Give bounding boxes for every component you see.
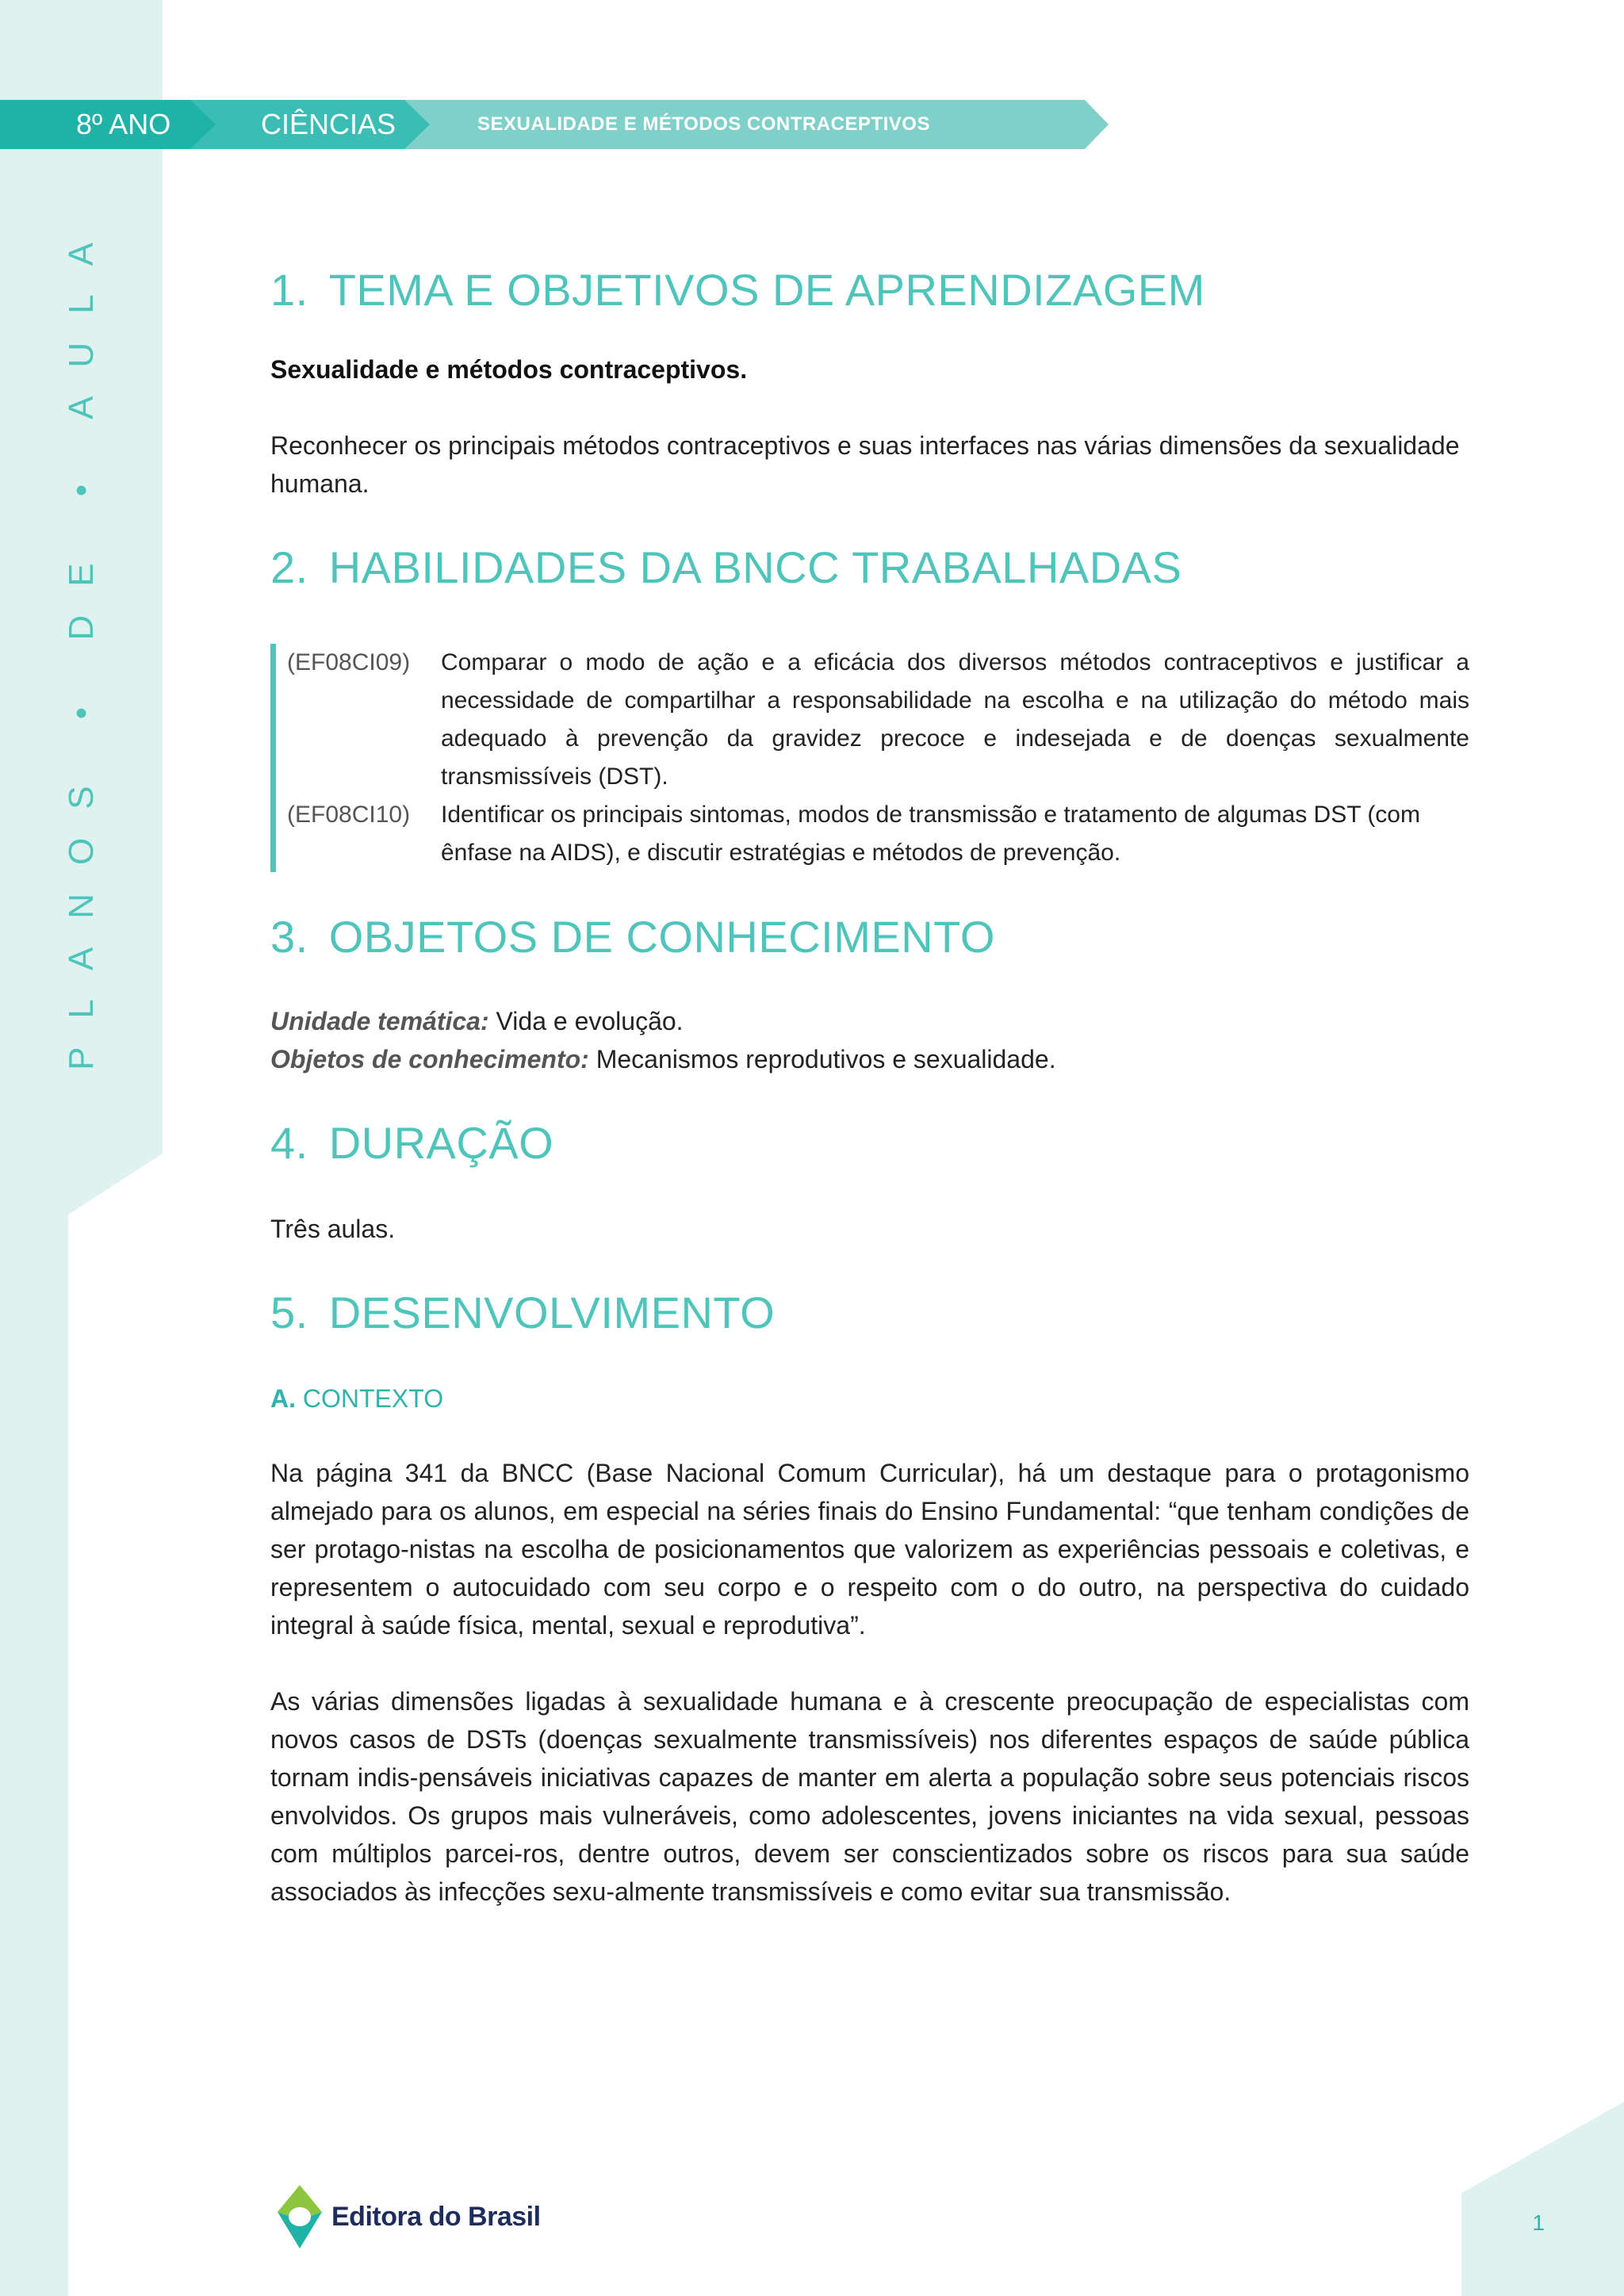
duration-text: Três aulas. bbox=[270, 1215, 396, 1243]
thematic-unit-label: Unidade temática: bbox=[270, 1007, 489, 1035]
section-number: 5. bbox=[270, 1288, 308, 1337]
thematic-unit-value: Vida e evolução. bbox=[496, 1007, 684, 1035]
planos-de-aula-vertical-label: PLANOS • DE • AULA bbox=[61, 214, 101, 1070]
skill-row bbox=[287, 644, 1469, 796]
section-title-text: TEMA E OBJETIVOS DE APRENDIZAGEM bbox=[328, 265, 1205, 315]
subsection-context-title bbox=[270, 1380, 1469, 1418]
grade-label: 8º ANO bbox=[76, 108, 171, 140]
section-title-text: HABILIDADES DA BNCC TRABALHADAS bbox=[328, 542, 1182, 592]
corner-decoration bbox=[1461, 2102, 1624, 2296]
knowledge-objects-label: Objetos de conhecimento: bbox=[270, 1045, 589, 1073]
skill-description: Identificar os principais sintomas, modos de transmissão e tratamento de algumas DST (com ênfase na AIDS), e discutir estratégias e métodos de prevenção. bbox=[441, 802, 1420, 866]
section-number: 1. bbox=[270, 265, 308, 315]
section-1-title bbox=[270, 262, 1469, 319]
objective-text: Reconhecer os principais métodos contraceptivos e suas interfaces nas várias dimensões da sexualidade humana. bbox=[270, 431, 1460, 498]
section-number: 2. bbox=[270, 542, 308, 592]
skill-description: Comparar o modo de ação e a eficácia dos diversos métodos contraceptivos e justificar a necessidade de compartilhar a responsabilidade na escolha e na utilização do método mais adequado à prevenção da gravidez precoce e indesejada e de doenças sexualmente transmissíveis (DST). bbox=[441, 649, 1469, 790]
subsection-title-text: CONTEXTO bbox=[302, 1384, 444, 1413]
thematic-unit-line bbox=[270, 1002, 1469, 1040]
section-title-text: DESENVOLVIMENTO bbox=[328, 1288, 776, 1337]
context-paragraph: As várias dimensões ligadas à sexualidade humana e à crescente preocupação de especialistas com novos casos de DSTs (doenças sexualmente transmissíveis) nos diferentes espaços de saúde pública tornam indis-pensáveis iniciativas capazes de manter em alerta a população sobre seus potenciais riscos envolvidos. Os grupos mais vulneráveis, como adolescentes, jovens iniciantes na vida sexual, pessoas com múltiplos parcei-ros, dentre outros, devem ser conscientizados sobre os riscos para sua saúde associados às infecções sexu-almente transmissíveis e como evitar sua transmissão. bbox=[270, 1687, 1469, 1906]
section-title-text: OBJETOS DE CONHECIMENTO bbox=[328, 912, 995, 962]
publisher-name: Editora do Brasil bbox=[331, 2201, 541, 2232]
subsection-letter: A. bbox=[270, 1384, 296, 1413]
section-4-title bbox=[270, 1115, 1469, 1172]
skill-row bbox=[287, 796, 1469, 872]
section-2-title bbox=[270, 539, 1469, 596]
page-number: 1 bbox=[1532, 2210, 1545, 2235]
topic-label: SEXUALIDADE E MÉTODOS CONTRACEPTIVOS bbox=[477, 113, 930, 135]
skill-code: (EF08CI09) bbox=[287, 649, 411, 675]
section-number: 4. bbox=[270, 1118, 308, 1168]
section-5-title bbox=[270, 1284, 1469, 1341]
section-3-title bbox=[270, 909, 1469, 966]
editora-logo-icon bbox=[278, 2185, 322, 2248]
section-number: 3. bbox=[270, 912, 308, 962]
lesson-content bbox=[270, 262, 1469, 1911]
subject-label: CIÊNCIAS bbox=[261, 108, 396, 140]
section-title-text: DURAÇÃO bbox=[328, 1118, 554, 1168]
knowledge-objects-line bbox=[270, 1040, 1469, 1078]
skill-code: (EF08CI10) bbox=[287, 802, 411, 828]
context-paragraph: Na página 341 da BNCC (Base Nacional Comum Curricular), há um destaque para o protagonismo almejado para os alunos, em especial na séries finais do Ensino Fundamental: “que tenham condições de ser protago-nistas na escolha de posicionamentos que valorizem as experiências pessoais e coletivas, e representem o autocuidado com seu corpo e o respeito com o do outro, na perspectiva do cuidado integral à saúde física, mental, sexual e reprodutiva”. bbox=[270, 1459, 1469, 1640]
theme-text: Sexualidade e métodos contraceptivos. bbox=[270, 355, 748, 384]
knowledge-objects-value: Mecanismos reprodutivos e sexualidade. bbox=[596, 1045, 1056, 1073]
bncc-skills-list bbox=[270, 644, 1469, 872]
publisher-logo bbox=[278, 2185, 541, 2248]
